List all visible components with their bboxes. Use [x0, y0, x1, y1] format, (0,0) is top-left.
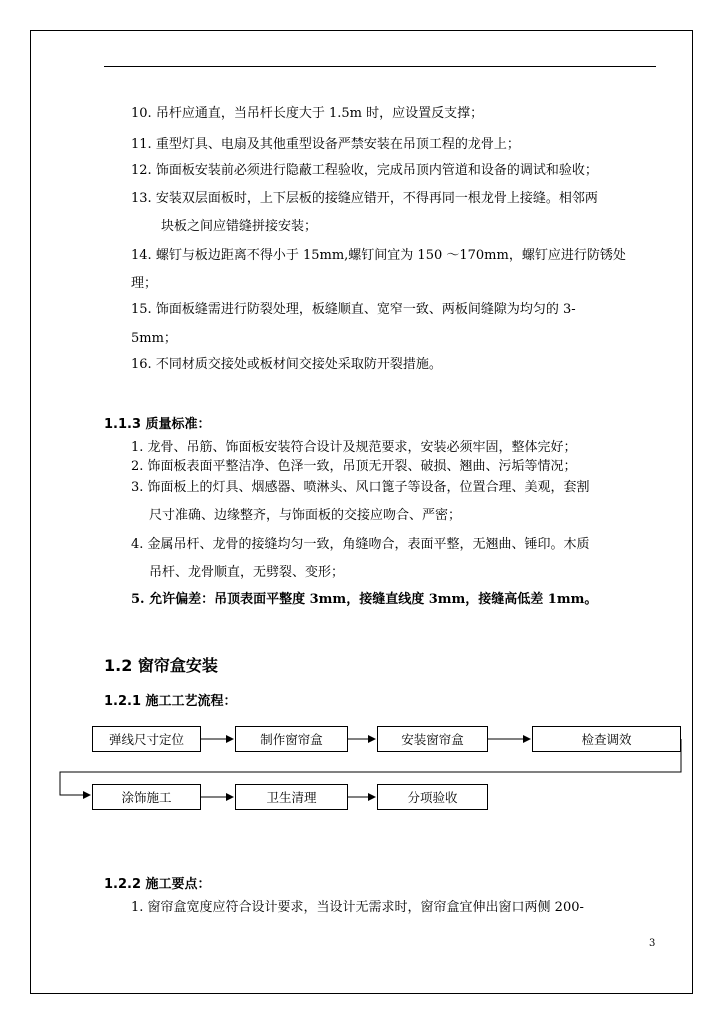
list-item-continuation: 块板之间应错缝拼接安装；	[161, 219, 318, 234]
flow-step-painting: 涂饰施工	[92, 784, 201, 810]
list-item: 16. 不同材质交接处或板材间交接处采取防开裂措施。	[131, 357, 442, 372]
points-heading: 1.2.2 施工要点：	[104, 877, 211, 892]
flow-step-inspect: 检查调效	[532, 726, 681, 752]
list-item: 11. 重型灯具、电扇及其他重型设备严禁安装在吊顶工程的龙骨上；	[131, 137, 520, 152]
list-item: 10. 吊杆应通直，当吊杆长度大于 1.5m 时，应设置反支撑；	[131, 106, 484, 121]
list-item-continuation: 尺寸准确、边缘整齐，与饰面板的交接应吻合、严密；	[149, 508, 462, 523]
flow-step-positioning: 弹线尺寸定位	[92, 726, 201, 752]
list-item-continuation: 吊杆、龙骨顺直，无劈裂、变形；	[149, 565, 345, 580]
list-item: 15. 饰面板缝需进行防裂处理，板缝顺直、宽窄一致、两板间缝隙为均匀的 3-	[131, 302, 576, 317]
list-item: 5. 允许偏差：吊顶表面平整度 3mm，接缝直线度 3mm，接缝高低差 1mm。	[131, 592, 598, 607]
section-title: 1.2 窗帘盒安装	[104, 656, 218, 675]
list-item: 4. 金属吊杆、龙骨的接缝均匀一致，角缝吻合，表面平整，无翘曲、锤印。木质	[131, 537, 590, 552]
page-number: 3	[649, 938, 656, 949]
list-item-continuation: 5mm；	[131, 331, 177, 346]
list-item-continuation: 理；	[131, 276, 158, 291]
list-item: 2. 饰面板表面平整洁净、色泽一致，吊顶无开裂、破损、翘曲、污垢等情况；	[131, 459, 577, 474]
quality-heading: 1.1.3 质量标准：	[104, 417, 211, 432]
process-heading: 1.2.1 施工工艺流程：	[104, 694, 237, 709]
list-item: 1. 龙骨、吊筋、饰面板安装符合设计及规范要求，安装必须牢固，整体完好；	[131, 440, 577, 455]
flow-step-make-box: 制作窗帘盒	[235, 726, 348, 752]
flow-step-install-box: 安装窗帘盒	[377, 726, 488, 752]
list-item: 1. 窗帘盒宽度应符合设计要求，当设计无需求时，窗帘盒宜伸出窗口两侧 200-	[131, 900, 584, 915]
list-item: 13. 安装双层面板时，上下层板的接缝应错开，不得再同一根龙骨上接缝。相邻两	[131, 191, 598, 206]
list-item: 3. 饰面板上的灯具、烟感器、喷淋头、风口篦子等设备，位置合理、美观，套割	[131, 480, 590, 495]
list-item: 12. 饰面板安装前必须进行隐蔽工程验收，完成吊顶内管道和设备的调试和验收；	[131, 163, 598, 178]
flow-step-acceptance: 分项验收	[377, 784, 488, 810]
flow-step-cleaning: 卫生清理	[235, 784, 348, 810]
list-item: 14. 螺钉与板边距离不得小于 15mm,螺钉间宜为 150 ～170mm，螺钉应进行防锈处	[131, 248, 626, 263]
